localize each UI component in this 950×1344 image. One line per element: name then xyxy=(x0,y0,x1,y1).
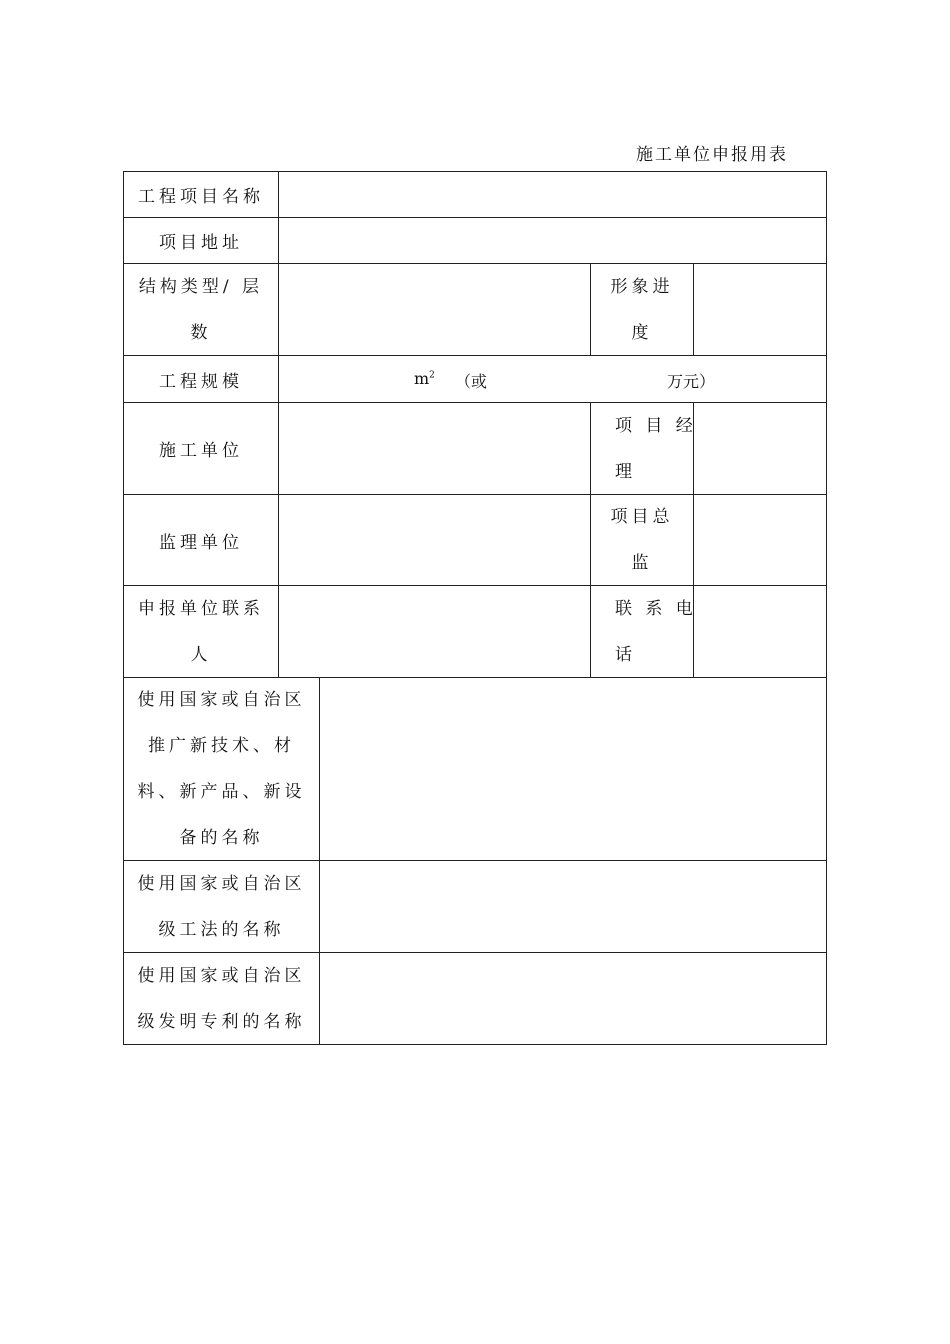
project-scale-label: 工程规模 xyxy=(159,371,243,392)
structure-type-field[interactable] xyxy=(279,264,590,355)
project-name-label: 工程项目名称 xyxy=(138,187,264,207)
contact-phone-field[interactable] xyxy=(694,586,826,677)
project-address-field[interactable] xyxy=(279,218,826,263)
progress-field[interactable] xyxy=(694,264,826,355)
chief-supervisor-field[interactable] xyxy=(694,495,826,585)
scale-or-text: （或 xyxy=(455,372,488,391)
construction-method-label: 使用国家或自治区 级工法的名称 xyxy=(137,873,306,940)
supervisor-field[interactable] xyxy=(279,495,590,585)
construction-method-field[interactable] xyxy=(320,861,826,952)
project-manager-label: 项 目 经 理 xyxy=(615,415,697,482)
chief-supervisor-label: 项目总 监 xyxy=(610,507,674,573)
area-unit: $m^2$ xyxy=(414,369,435,388)
supervisor-label: 监理单位 xyxy=(159,532,243,553)
new-tech-label: 使用国家或自治区 推广新技术、材 料、新产品、新设 备的名称 xyxy=(137,690,306,848)
project-scale-field[interactable] xyxy=(279,356,826,402)
patent-label: 使用国家或自治区 级发明专利的名称 xyxy=(137,965,306,1032)
contact-phone-label: 联 系 电 话 xyxy=(615,598,697,665)
project-manager-field[interactable] xyxy=(694,403,826,494)
structure-type-label: 结构类型/ 层 数 xyxy=(138,276,264,343)
project-address-label: 项目地址 xyxy=(159,233,243,253)
cost-unit: 万元） xyxy=(667,372,716,391)
new-tech-field[interactable] xyxy=(320,678,826,860)
contractor-field[interactable] xyxy=(279,403,590,494)
contact-person-label: 申报单位联系 人 xyxy=(138,598,264,665)
contact-person-field[interactable] xyxy=(279,586,590,677)
progress-label: 形象进 度 xyxy=(610,276,674,343)
project-name-field[interactable] xyxy=(279,172,826,217)
form-title: 施工单位申报用表 xyxy=(636,145,788,165)
contractor-label: 施工单位 xyxy=(159,441,243,461)
patent-field[interactable] xyxy=(320,953,826,1044)
